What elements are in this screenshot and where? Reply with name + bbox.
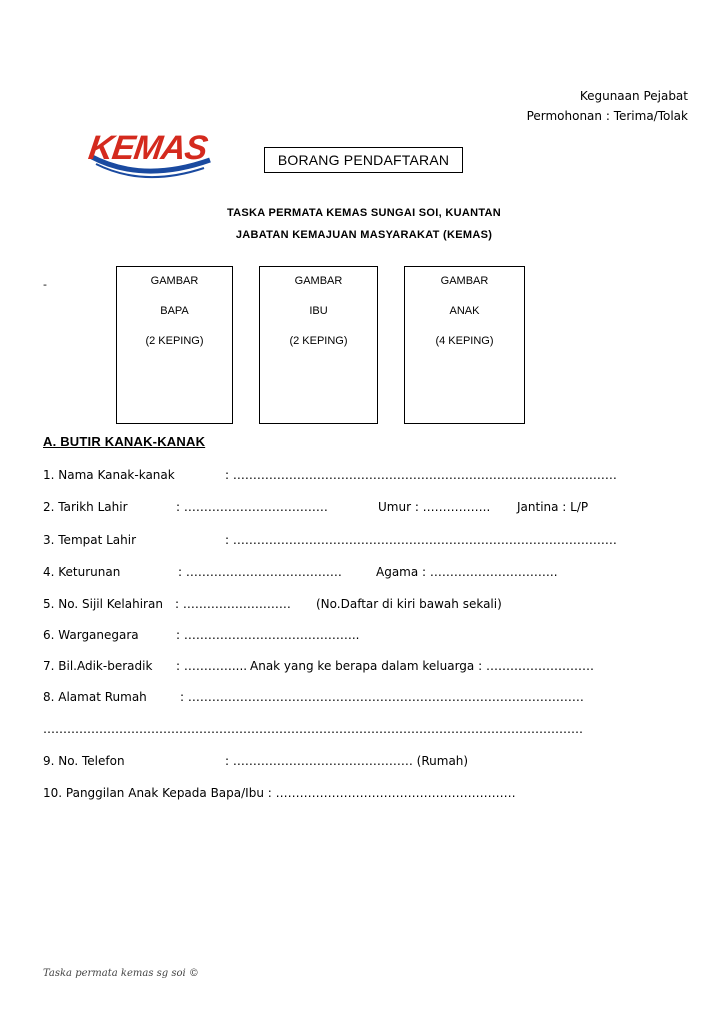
- photo-label: GAMBAR: [150, 275, 199, 287]
- birth-order-field[interactable]: Anak yang ke berapa dalam keluarga : ………………………: [250, 659, 594, 673]
- field-label: 7. Bil.Adik-beradik: [43, 659, 153, 673]
- section-title: A. BUTIR KANAK-KANAK: [43, 434, 206, 449]
- nickname-field[interactable]: 10. Panggilan Anak Kepada Bapa/Ibu : ……………………………………………………: [43, 786, 516, 800]
- photo-label: IBU: [309, 305, 328, 317]
- photo-label: (2 KEPING): [145, 335, 204, 347]
- photo-label: ANAK: [449, 305, 480, 317]
- application-status: Permohonan : Terima/Tolak: [526, 109, 688, 123]
- office-use-label: Kegunaan Pejabat: [579, 89, 688, 103]
- field-label: 5. No. Sijil Kelahiran: [43, 597, 163, 611]
- address-field[interactable]: : ………………………………………………………………………………………: [180, 690, 584, 704]
- age-field[interactable]: Umur : ……………..: [378, 500, 491, 514]
- form-title: BORANG PENDAFTARAN: [264, 147, 463, 173]
- field-label: 1. Nama Kanak-kanak: [43, 468, 175, 482]
- heading-taska: TASKA PERMATA KEMAS SUNGAI SOI, KUANTAN: [226, 207, 502, 219]
- birth-cert-note: (No.Daftar di kiri bawah sekali): [316, 597, 502, 611]
- photo-label: BAPA: [160, 305, 189, 317]
- birthplace-field[interactable]: : ……………………………………………………………………………………: [225, 533, 617, 547]
- photo-box-child[interactable]: [404, 266, 525, 424]
- dob-field[interactable]: : ………………………………: [176, 500, 328, 514]
- photo-box-mother[interactable]: [259, 266, 378, 424]
- field-label: 8. Alamat Rumah: [43, 690, 147, 704]
- heading-jabatan: JABATAN KEMAJUAN MASYARAKAT (KEMAS): [235, 229, 493, 241]
- siblings-field[interactable]: : …………....: [176, 659, 248, 673]
- photo-label: (4 KEPING): [435, 335, 494, 347]
- field-label: 4. Keturunan: [43, 565, 121, 579]
- race-field[interactable]: : …………………………………: [178, 565, 342, 579]
- kemas-logo: [82, 126, 222, 196]
- field-label: 6. Warganegara: [43, 628, 139, 642]
- name-field[interactable]: : ……………………………………………………………………………………: [225, 468, 617, 482]
- address-field-line2[interactable]: ………………………………………………………………………………………………………………………: [43, 722, 583, 736]
- photo-label: GAMBAR: [294, 275, 343, 287]
- photo-box-father[interactable]: [116, 266, 233, 424]
- field-label: 2. Tarikh Lahir: [43, 500, 128, 514]
- photo-label: (2 KEPING): [289, 335, 348, 347]
- dash-mark: -: [43, 278, 47, 291]
- footer-text: Taska permata kemas sg soi ©: [43, 968, 199, 979]
- gender-field[interactable]: Jantina : L/P: [517, 500, 589, 514]
- birth-cert-field[interactable]: : ………………………: [175, 597, 291, 611]
- field-label: 9. No. Telefon: [43, 754, 125, 768]
- photo-label: GAMBAR: [440, 275, 489, 287]
- religion-field[interactable]: Agama : …………………………..: [376, 565, 558, 579]
- citizenship-field[interactable]: : ……………………………………..: [176, 628, 360, 642]
- svg-text:KEMAS: KEMAS: [86, 129, 210, 167]
- phone-field[interactable]: : ……………………………………… (Rumah): [225, 754, 469, 768]
- field-label: 3. Tempat Lahir: [43, 533, 137, 547]
